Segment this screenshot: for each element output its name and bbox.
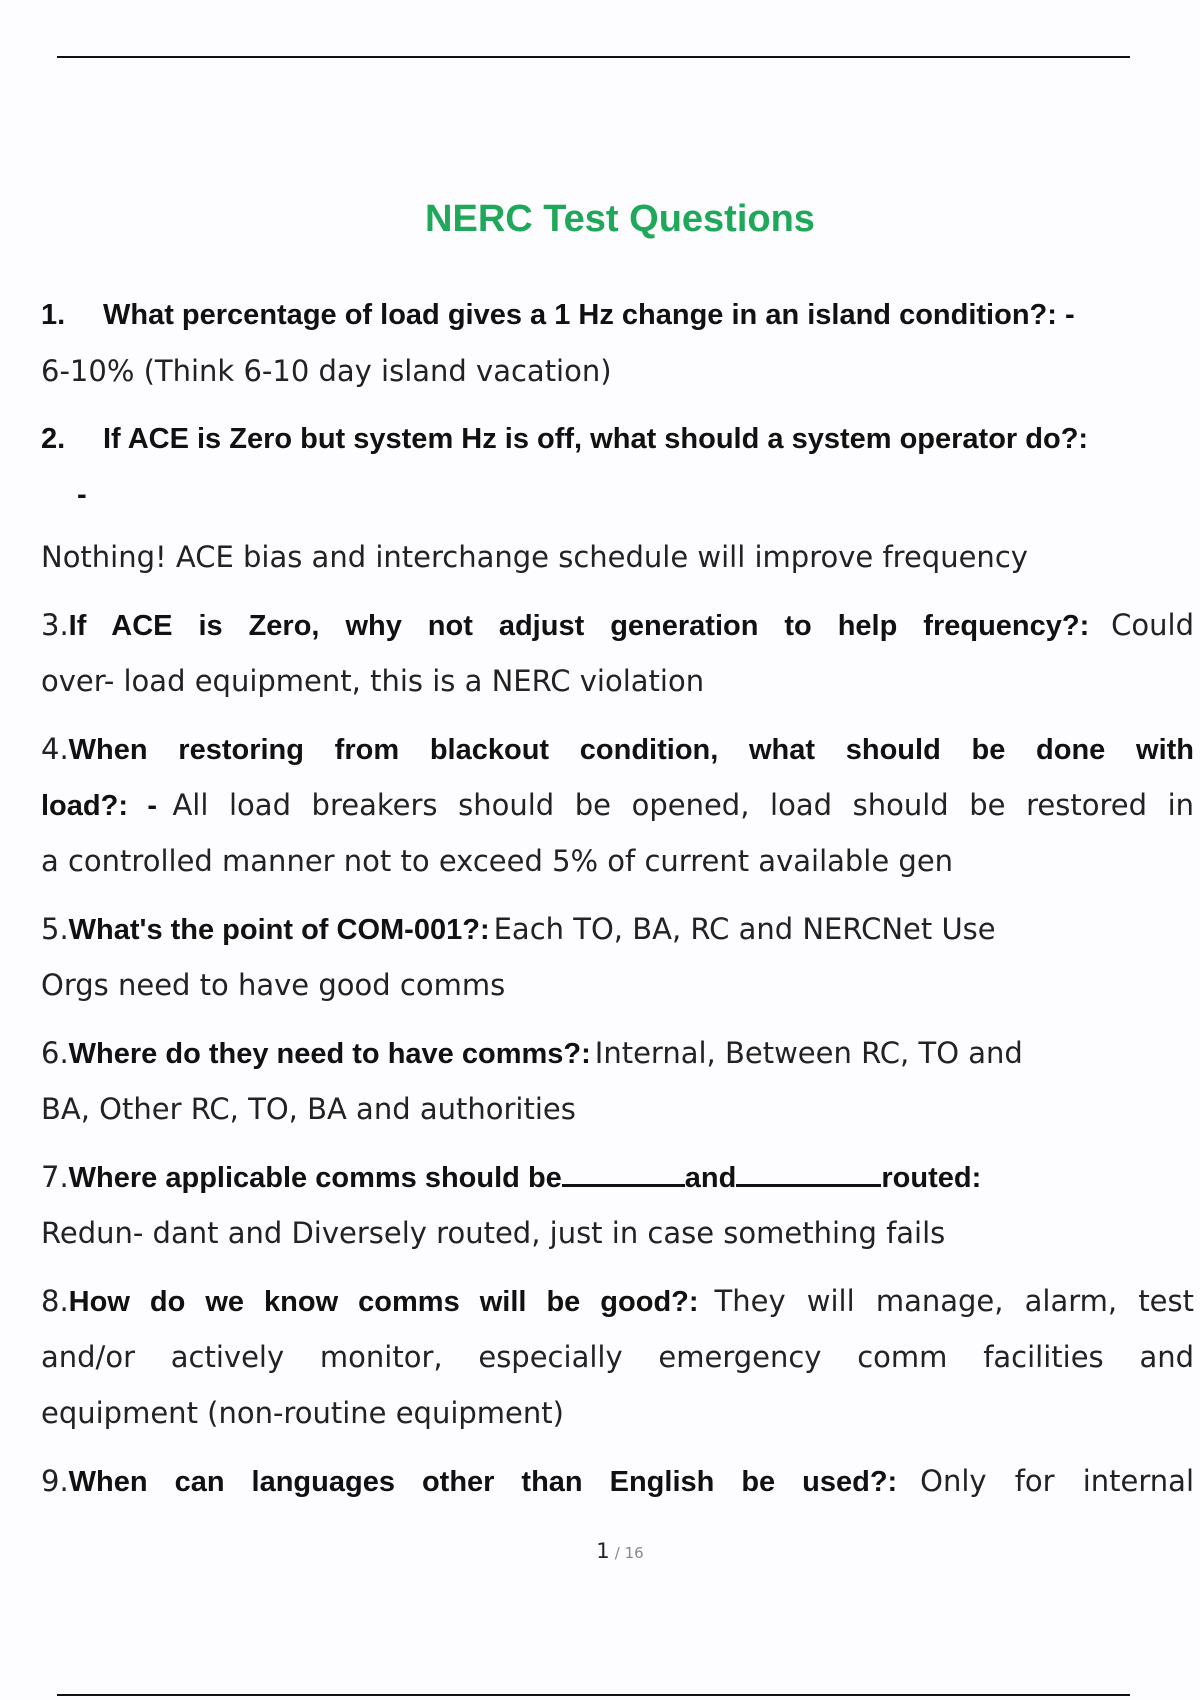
question-text: When restoring from blackout condition, what should be done with [68, 734, 1194, 766]
footer-rule [57, 1694, 1130, 1696]
answer-text: BA, Other RC, TO, BA and authorities [41, 1092, 576, 1126]
answer-text: All load breakers should be opened, load should be restored in [172, 788, 1195, 822]
question-number: 1. [41, 299, 66, 331]
page-current: 1 [596, 1539, 610, 1563]
question-7 [41, 1149, 1194, 1261]
answer-text: Orgs need to have good comms [41, 968, 506, 1002]
question-5 [41, 901, 1194, 1013]
question-text: Where applicable comms should be [68, 1162, 562, 1194]
question-8 [41, 1273, 1194, 1441]
page-number [0, 1539, 1200, 1563]
question-3 [41, 597, 1194, 709]
question-number: 9. [41, 1464, 69, 1498]
fill-in-blank [736, 1154, 881, 1187]
question-text: and [684, 1162, 737, 1194]
question-text: When can languages other than English be used?: [68, 1466, 898, 1498]
question-number: 7. [41, 1160, 69, 1194]
question-number: 2. [41, 423, 66, 455]
question-2 [41, 411, 1194, 585]
answer-text: 6-10% (Think 6-10 day island vacation) [41, 354, 612, 388]
question-text: routed: [881, 1162, 982, 1194]
page-title: NERC Test Questions [425, 198, 815, 240]
answer-text: equipment (non-routine equipment) [41, 1396, 564, 1430]
question-number: 3. [41, 608, 69, 642]
question-text: If ACE is Zero, why not adjust generation to help frequency?: [68, 610, 1090, 642]
question-number: 6. [41, 1036, 69, 1070]
question-number: 5. [41, 912, 69, 946]
fill-in-blank [562, 1154, 685, 1187]
answer-text: over- load equipment, this is a NERC violation [41, 664, 705, 698]
answer-text: a controlled manner not to exceed 5% of current available gen [41, 844, 954, 878]
question-text: What percentage of load gives a 1 Hz change in an island condition?: - [103, 299, 1075, 331]
header-rule [57, 56, 1130, 58]
answer-text: Redun- dant and Diversely routed, just in case something fails [41, 1216, 946, 1250]
question-9 [41, 1453, 1194, 1509]
question-number: 4. [41, 732, 69, 766]
answer-dash: - [77, 479, 87, 511]
question-number: 8. [41, 1284, 69, 1318]
answer-text: They will manage, alarm, test [714, 1284, 1195, 1318]
question-text: Where do they need to have comms?: [68, 1038, 591, 1070]
answer-text: Internal, Between RC, TO and [594, 1036, 1023, 1070]
page-total: / 16 [614, 1544, 644, 1562]
question-4 [41, 721, 1194, 889]
question-6 [41, 1025, 1194, 1137]
answer-text: Each TO, BA, RC and NERCNet Use [493, 912, 996, 946]
question-list [41, 287, 1194, 1521]
question-1 [41, 287, 1194, 399]
answer-text: Nothing! ACE bias and interchange schedule will improve frequency [41, 540, 1028, 574]
answer-text: Could [1111, 608, 1195, 642]
answer-text: and/or actively monitor, especially emergency comm facilities and [41, 1340, 1194, 1374]
question-text: How do we know comms will be good?: [68, 1286, 699, 1318]
question-text: load?: - [41, 790, 158, 822]
question-text: What's the point of COM-001?: [68, 914, 490, 946]
question-text: If ACE is Zero but system Hz is off, what should a system operator do?: [103, 423, 1089, 455]
answer-text: Only for internal [920, 1464, 1195, 1498]
